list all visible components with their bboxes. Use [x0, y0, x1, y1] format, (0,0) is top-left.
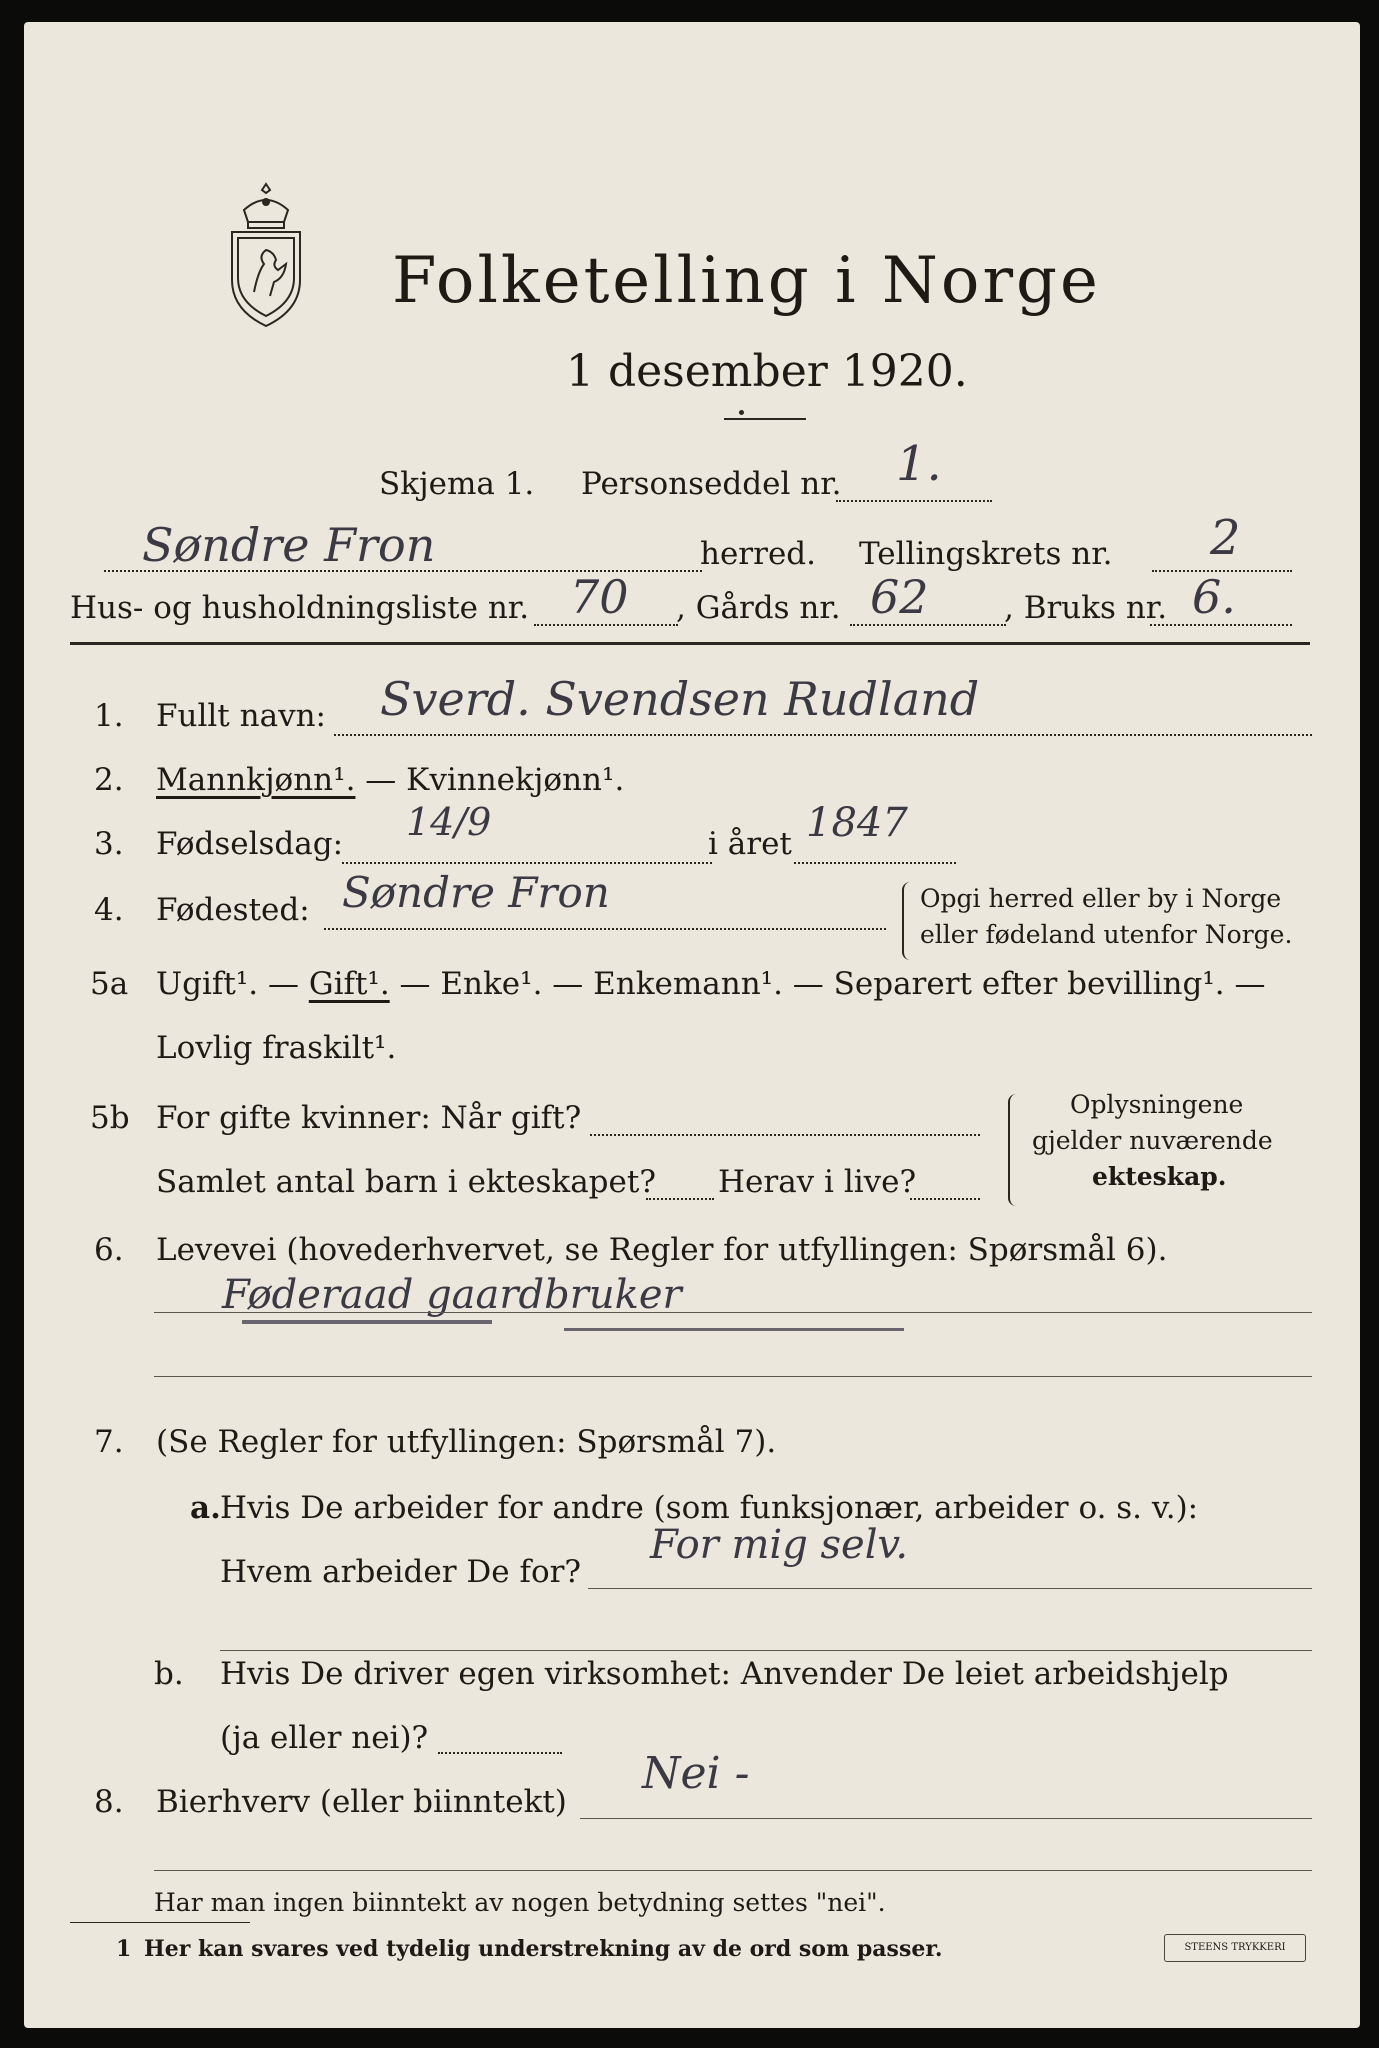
bruks-label: , Bruks nr.	[1004, 590, 1168, 626]
gards-label: , Gårds nr.	[676, 590, 841, 626]
personseddel-value: 1.	[896, 436, 942, 492]
q5a-number: 5a	[90, 966, 129, 1002]
q7b-label: Hvis De driver egen virksomhet: Anvender De leiet arbeidshjelp	[220, 1656, 1229, 1692]
q4-value: Søndre Fron	[342, 868, 610, 917]
q5b-note-3: ekteskap.	[1092, 1162, 1227, 1191]
printer-stamp	[1164, 1934, 1306, 1962]
q1-number: 1.	[94, 698, 124, 734]
q5b-children-line[interactable]	[646, 1198, 714, 1200]
q3-year-line[interactable]	[794, 862, 956, 864]
form-title: Folketelling i Norge	[392, 244, 1101, 318]
q6-line-1[interactable]	[154, 1312, 1312, 1313]
q8-number: 8.	[94, 1784, 124, 1820]
q4-label: Fødested:	[156, 892, 310, 928]
q3-number: 3.	[94, 826, 124, 862]
q2-sep: —	[355, 762, 407, 798]
q5b-children-label: Samlet antal barn i ekteskapet?	[156, 1164, 656, 1200]
q6-number: 6.	[94, 1232, 124, 1268]
hus-line[interactable]	[534, 624, 678, 626]
q8-line[interactable]	[580, 1818, 1312, 1819]
q5b-alive-line[interactable]	[910, 1198, 980, 1200]
q5a-line2[interactable]: Lovlig fraskilt¹.	[156, 1030, 397, 1066]
coat-of-arms-icon	[220, 180, 312, 330]
q5a-ugift[interactable]: Ugift¹. —	[156, 966, 309, 1002]
q5b-number: 5b	[90, 1100, 130, 1136]
census-form	[24, 22, 1360, 2028]
title-dot	[739, 410, 744, 415]
q7a-line[interactable]	[588, 1588, 1312, 1589]
q7-number: 7.	[94, 1424, 124, 1460]
q2-options	[156, 762, 624, 798]
footnote-rule	[70, 1922, 250, 1923]
q3-label: Fødselsdag:	[156, 826, 344, 862]
q5a-gift[interactable]: Gift¹.	[308, 966, 390, 1002]
bruks-line[interactable]	[1150, 624, 1292, 626]
hus-label: Hus- og husholdningsliste nr.	[70, 590, 530, 626]
q2-female[interactable]: Kvinnekjønn¹.	[406, 762, 625, 798]
form-date: 1 desember 1920.	[566, 346, 968, 397]
q7b-letter: b.	[154, 1656, 184, 1692]
q7a-line-2[interactable]	[220, 1650, 1312, 1651]
q5b-label: For gifte kvinner: Når gift?	[156, 1100, 582, 1136]
gards-line[interactable]	[850, 624, 1006, 626]
q2-male[interactable]: Mannkjønn¹.	[156, 762, 356, 798]
q6-value: Føderaad gaardbruker	[222, 1272, 682, 1318]
q1-label: Fullt navn:	[156, 698, 326, 734]
q7a-who-label: Hvem arbeider De for?	[220, 1554, 582, 1590]
printer-stamp-text: STEENS TRYKKERI	[1184, 1942, 1286, 1953]
section-rule	[70, 642, 1310, 645]
q8-line-2[interactable]	[154, 1870, 1312, 1871]
q6-underline-a	[242, 1320, 492, 1324]
q4-number: 4.	[94, 892, 124, 928]
title-rule	[724, 418, 806, 420]
skjema-label: Skjema 1.	[379, 466, 535, 502]
q4-note-1: Opgi herred eller by i Norge	[920, 884, 1282, 913]
q5b-alive-label: Herav i live?	[718, 1164, 917, 1200]
q5b-line[interactable]	[590, 1134, 980, 1136]
herred-label: herred.	[700, 536, 816, 572]
bruks-value: 6.	[1192, 570, 1236, 624]
q7a-label: Hvis De arbeider for andre (som funksjonær, arbeider o. s. v.):	[220, 1490, 1199, 1526]
q5a-rest[interactable]: — Enke¹. — Enkemann¹. — Separert efter bevilling¹. —	[389, 966, 1266, 1002]
q3-year-value: 1847	[806, 800, 908, 846]
q7a-value: For mig selv.	[650, 1522, 909, 1568]
q7a-letter: a.	[190, 1490, 221, 1526]
q6-underline-b	[564, 1328, 904, 1331]
q7b-line2: (ja eller nei)?	[220, 1720, 429, 1756]
q8-value: Nei -	[642, 1748, 750, 1799]
footnote-mark: 1	[116, 1936, 132, 1962]
q4-brace	[902, 882, 912, 960]
q8-label: Bierhverv (eller biinntekt)	[156, 1784, 567, 1820]
q6-line-2[interactable]	[154, 1376, 1312, 1377]
q4-note-2: eller fødeland utenfor Norge.	[920, 920, 1293, 949]
q5b-note-1: Oplysningene	[1070, 1090, 1244, 1119]
q5b-note-2: gjelder nuværende	[1032, 1126, 1273, 1155]
tellingskrets-label: Tellingskrets nr.	[859, 536, 1113, 572]
q1-value: Sverd. Svendsen Rudland	[380, 672, 980, 726]
q2-number: 2.	[94, 762, 124, 798]
footnote-text: Her kan svares ved tydelig understrekning av de ord som passer.	[144, 1936, 943, 1962]
q3-value: 14/9	[406, 800, 492, 844]
hus-value: 70	[570, 570, 629, 624]
q5b-brace	[1008, 1094, 1018, 1206]
gards-value: 62	[870, 570, 929, 624]
q3-line[interactable]	[342, 862, 712, 864]
q4-line[interactable]	[324, 928, 886, 930]
biinntekt-note: Har man ingen biinntekt av nogen betydning settes "nei".	[154, 1888, 886, 1917]
herred-value: Søndre Fron	[142, 518, 436, 572]
personseddel-line[interactable]	[836, 500, 992, 502]
q7-label: (Se Regler for utfyllingen: Spørsmål 7).	[156, 1424, 777, 1460]
tellingskrets-value: 2	[1210, 510, 1241, 566]
q7b-line[interactable]	[438, 1752, 562, 1754]
q3-year-label: i året	[708, 826, 792, 862]
personseddel-label: Personseddel nr.	[581, 466, 842, 502]
q1-line[interactable]	[334, 734, 1312, 736]
q6-label: Levevei (hovederhvervet, se Regler for utfyllingen: Spørsmål 6).	[156, 1232, 1168, 1268]
q5a-options	[156, 966, 1265, 1002]
